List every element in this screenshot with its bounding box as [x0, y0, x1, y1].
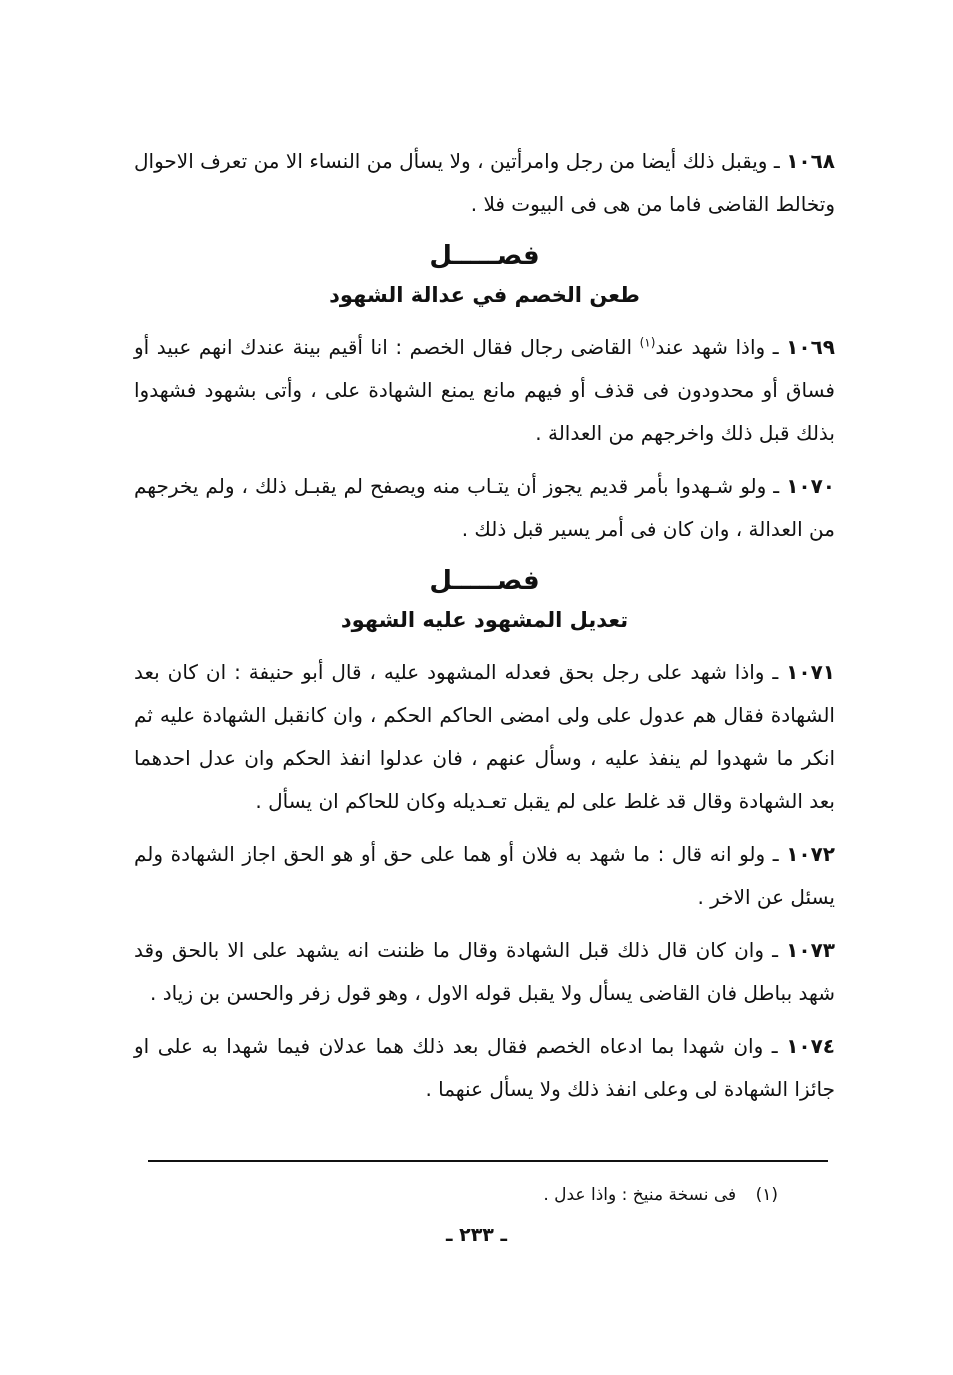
paragraph-1068: [134, 140, 835, 226]
paragraph-text: ـ وان شهدا بما ادعاه الخصم فقال بعد ذلك هما عدلان فيما شهدا به على او جائزا الشهادة لى وعلى انفذ ذلك ولا يسأل عنهما .: [134, 1034, 835, 1101]
section-heading-fasl-1: فصـــــل: [429, 241, 540, 271]
paragraph-number: ١٠٦٩: [786, 335, 835, 359]
paragraph-1073: [134, 929, 835, 1015]
paragraph-1070: [134, 465, 835, 551]
paragraph-1072: [134, 833, 835, 919]
paragraph-text: ـ ولو شـهدوا بأمر قديم يجوز أن يتـاب منه ويصفح لم يقبـل ذلك ، ولم يخرجهم من العدالة ، وان كان فى أمر يسير قبل ذلك .: [134, 474, 835, 541]
paragraph-number: ١٠٧٣: [786, 938, 835, 962]
page-number: ـ ٢٣٣ ـ: [445, 1224, 507, 1246]
paragraph-text: ـ ويقبل ذلك أيضا من رجل وامرأتين ، ولا يسأل من النساء الا من تعرف الاحوال وتخالط القاضى فاما من هى فى البيوت فلا .: [134, 149, 835, 216]
paragraph-number: ١٠٧٠: [786, 474, 836, 498]
section-subtitle-1: طعن الخصم في عدالة الشهود: [329, 283, 640, 307]
footnote-marker: (١): [755, 1185, 778, 1205]
paragraph-1074: [134, 1025, 835, 1111]
paragraph-text: ـ وان كان قال ذلك قبل الشهادة وقال ما ظننت انه يشهد على الا بالحق وقد شهد بباطل فان القاضى يسأل ولا يقبل قوله الاول ، وهو قول زفر والحسن بن زياد .: [134, 938, 835, 1005]
paragraph-number: ١٠٦٨: [786, 149, 836, 173]
paragraph-text-start: ـ واذا شهد عند: [655, 335, 779, 359]
footnote-reference: (١): [639, 335, 656, 350]
paragraph-text: القاضى رجال فقال الخصم : انا أقيم بينة عندك انهم عبيد أو فساق أو محدودون فى قذف أو فيهم مانع يمنع الشهادة على ، وأتى بشهود فشهدوا بذلك قبل ذلك واخرجهم من العدالة .: [134, 335, 835, 445]
paragraph-number: ١٠٧٤: [786, 1034, 836, 1058]
section-subtitle-2: تعديل المشهود عليه الشهود: [340, 608, 629, 632]
paragraph-1071: [134, 651, 835, 823]
section-heading-fasl-2: فصـــــل: [429, 566, 540, 596]
main-text: [134, 140, 835, 1121]
footnote-text: فى نسخة منيخ : واذا عدل .: [543, 1185, 737, 1205]
paragraph-text: ـ واذا شهد على رجل بحق فعدله المشهود عليه ، قال أبو حنيفة : ان كان بعد الشهادة فقال هم عدول على ولى امضى الحاكم الحكم ، وان كانقبل الشهادة عليه ثم انكر ما شهدوا لم ينفذ عليه ، وسأل عنهم ، فان عدلوا انفذ الحكم وان عدل احدهما بعد الشهادة وقال قد غلط على لم يقبل تعـديله وكان للحاكم ان يسأل .: [134, 660, 835, 813]
footnote-divider: [148, 1160, 828, 1162]
paragraph-1069: [134, 326, 835, 455]
paragraph-number: ١٠٧٢: [786, 842, 836, 866]
paragraph-number: ١٠٧١: [786, 660, 835, 684]
paragraph-text: ـ ولو انه قال : ما شهد به فلان أو هما على حق أو هو الحق اجاز الشهادة ولم يسئل عن الاخر .: [134, 842, 835, 909]
footnote: [134, 1180, 778, 1210]
